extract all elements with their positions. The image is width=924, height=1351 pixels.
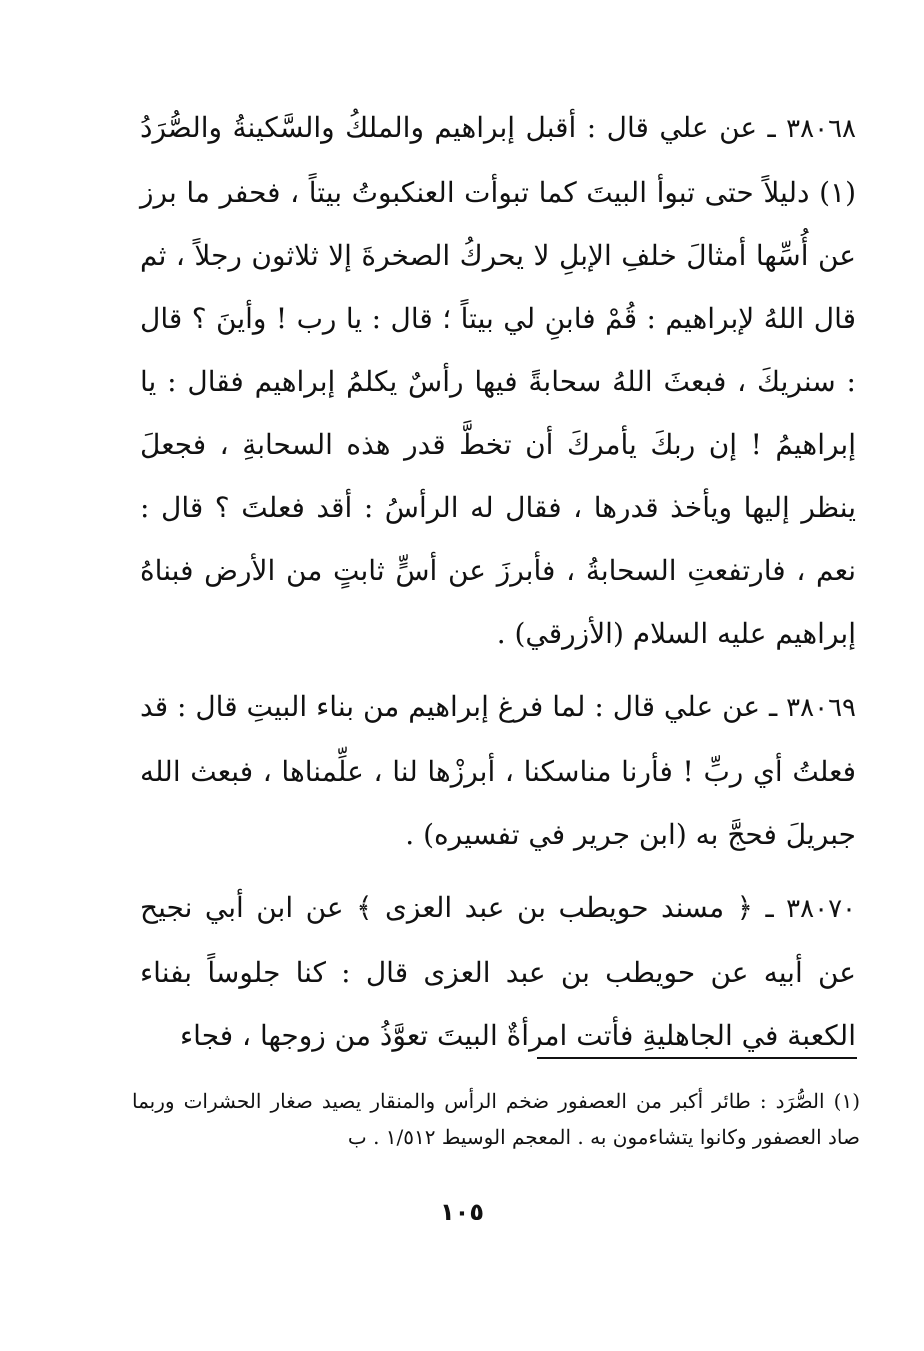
main-text [140, 96, 856, 1067]
paragraph-gap [140, 665, 856, 675]
hadith-text: ـ عن علي قال : لما فرغ إبراهيم من بناء البيتِ قال : قد فعلتُ أي ربِّ ! فأرنا مناسكنا ، أبرزْها لنا ، علِّمناها ، فبعث الله جبريلَ فحجَّ به (ابن جرير في تفسيره) . [140, 690, 856, 851]
hadith-text: ـ عن علي قال : أقبل إبراهيم والملكُ والسَّكينةُ والصُّرَدُ (١) دليلاً حتى تبوأ البيتَ كما تبوأت العنكبوتُ بيتاً ، فحفر ما برز عن أُسِّها أمثالَ خلفِ الإبلِ لا يحركُ الصخرةَ إلا ثلاثون رجلاً ، ثم قال اللهُ لإبراهيم : قُمْ فابنِ لي بيتاً ؛ قال : يا رب ! وأينَ ؟ قال : سنريكَ ، فبعثَ اللهُ سحابةً فيها رأسٌ يكلمُ إبراهيم فقال : يا إبراهيمُ ! إن ربكَ يأمركَ أن تخطَّ قدر هذه السحابةِ ، فجعلَ ينظر إليها ويأخذ قدرها ، فقال له الرأسُ : أقد فعلتَ ؟ قال : نعم ، فارتفعتِ السحابةُ ، فأبرزَ عن أسٍّ ثابتٍ من الأرض فبناهُ إبراهيم عليه السلام (الأزرقي) . [140, 111, 856, 650]
page-number: ١٠٥ [440, 1198, 484, 1226]
hadith-number: ٣٨٠٦٩ [786, 693, 856, 723]
hadith-number: ٣٨٠٦٨ [786, 114, 856, 144]
hadith-number: ٣٨٠٧٠ [786, 894, 856, 924]
footnote-divider [537, 1057, 857, 1059]
paragraph-gap [140, 866, 856, 876]
hadith-38069 [140, 675, 856, 866]
footnote: (١) الصُّرَد : طائر أكبر من العصفور ضخم الرأس والمنقار يصيد صغار الحشرات وربما صاد العصفور وكانوا يتشاءمون به . المعجم الوسيط ١/٥١٢ . ب [132, 1089, 860, 1149]
hadith-38068 [140, 96, 856, 665]
hadith-text: ـ ﴿ مسند حويطب بن عبد العزى ﴾ عن ابن أبي نجيح عن أبيه عن حويطب بن عبد العزى قال : كنا جلوساً بفناء الكعبة في الجاهليةِ فأتت امرأةٌ البيتَ تعوَّذُ من زوجها ، فجاء [140, 891, 857, 1052]
hadith-38070 [140, 876, 856, 1067]
